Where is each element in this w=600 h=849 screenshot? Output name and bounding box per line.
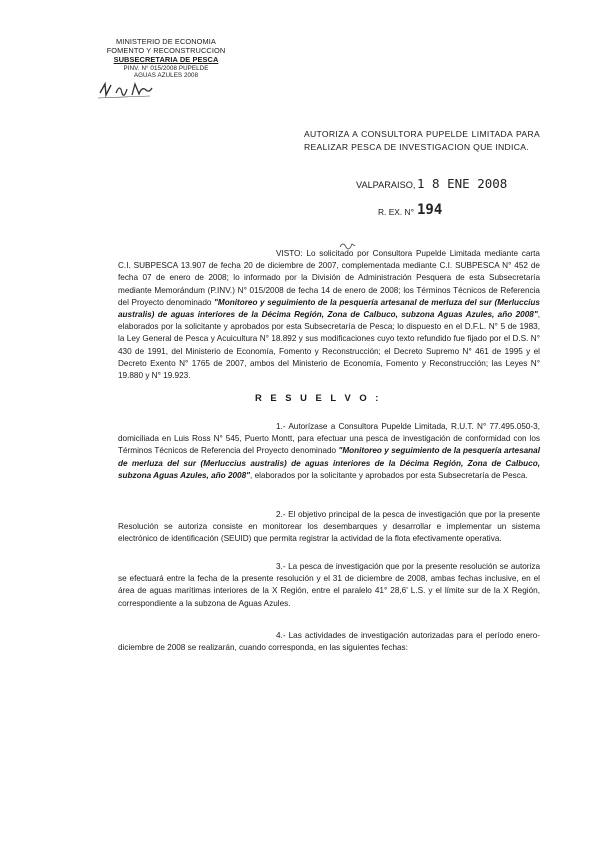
- resolution-label: R. EX. N°: [378, 207, 414, 217]
- resolution-point-2: [118, 509, 540, 546]
- resolution-point-3: [118, 561, 540, 610]
- point-1-text-1: 1.- Autorízase a Consultora Pupelde Limitada, R.U.T. N° 77.495.050-3, domiciliada en Luis Ross N° 545, Puerto Montt, para efectuar una pesca de investigación de conformidad con los Términos Técnicos de Referencia del Proyecto denominado: [118, 422, 540, 456]
- resolution-point-4: [118, 630, 540, 654]
- file-reference: PINV. N° 015/2008 PUPELDE: [123, 64, 209, 72]
- handwritten-reference: [96, 79, 156, 101]
- visto-label: VISTO:: [276, 249, 303, 258]
- resolution-number: 194: [417, 202, 443, 218]
- subject-line: AUTORIZA A CONSULTORA PUPELDE LIMITADA PARA REALIZAR PESCA DE INVESTIGACION QUE INDICA.: [304, 129, 540, 152]
- resolution-point-1: [118, 421, 540, 482]
- point-4-text: 4.- Las actividades de investigación autorizadas para el período enero-diciembre de 2008 se realizarán, cuando corresponda, en las siguientes fechas:: [118, 631, 540, 653]
- point-2-text: 2.- El objetivo principal de la pesca de investigación que por la presente Resolución se autoriza consiste en monitorear los desembarques y desarrollar e implementar un sistema electrónico de identificación (SEUID) que permita registrar la actividad de la flota efectivamente operativa.: [118, 510, 540, 544]
- visto-paragraph: [118, 248, 540, 382]
- ministry-subtitle: FOMENTO Y RECONSTRUCCION: [106, 46, 226, 56]
- visto-text-1: Lo solicitado por Consultora Pupelde Limitada mediante carta C.I. SUBPESCA 13.907 de fecha 20 de diciembre de 2007, complementada mediante C.I. SUBPESCA N° 452 de fecha 07 de enero de 2008; lo informado por la División de Administración Pesquera de esta Subsecretaría mediante Memorándum (P.INV.) N° 015/2008 de fecha 14 de enero de 2008; los Términos Técnicos de Referencia del Proyecto denominado: [118, 249, 540, 307]
- subsecretaria-name: SUBSECRETARIA DE PESCA: [113, 55, 219, 65]
- file-subreference: AGUAS AZULES 2008: [133, 72, 199, 80]
- date-stamp: 1 8 ENE 2008: [417, 176, 508, 191]
- resuelvo-heading: R E S U E L V O :: [255, 392, 382, 403]
- point-3-text: 3.- La pesca de investigación que por la presente resolución se autoriza se efectuará entre la fecha de la presente resolución y el 31 de diciembre de 2008, ambas fechas inclusive, en el área de aguas marítimas interiores de la X Región, entre el paralelo 41° 28,6' L.S. y el límite sur de la X Región, correspondiente a la subzona de Aguas Azules.: [118, 562, 540, 608]
- point-1-text-2: , elaborados por la solicitante y aprobados por esta Subsecretaría de Pesca.: [250, 470, 528, 480]
- ministry-name: MINISTERIO DE ECONOMIA: [116, 37, 216, 46]
- point-1-project-title: "Monitoreo y seguimiento de la pesquería artesanal de merluza del sur (Merluccius australis) de aguas interiores de la Décima Región, Zona de Calbuco, subzona Aguas Azules, año 2008": [118, 446, 541, 480]
- visto-text-2: , elaborados por la solicitante y aprobados por esta Subsecretaría de Pesca; lo dispuesto en el D.F.L. N° 5 de 1983, la Ley General de Pesca y Acuicultura N° 18.892 y sus modificaciones cuyo texto refundido fue fijado por el D.S. N° 430 de 1991, del Ministerio de Economía, Fomento y Reconstrucción; el Decreto Supremo N° 461 de 1995 y el Decreto Exento N° 1765 de 2007, ambos del Ministerio de Economía, Fomento y Reconstrucción; las Leyes N° 19.880 y N° 19.923.: [118, 310, 540, 381]
- letterhead: [96, 37, 236, 79]
- visto-project-title: "Monitoreo y seguimiento de la pesquería artesanal de merluza del sur (Merluccius australis) de aguas interiores de la Décima Región, Zona de Calbuco, subzona Aguas Azules, año 2008": [118, 297, 540, 320]
- place: VALPARAISO,: [356, 180, 416, 190]
